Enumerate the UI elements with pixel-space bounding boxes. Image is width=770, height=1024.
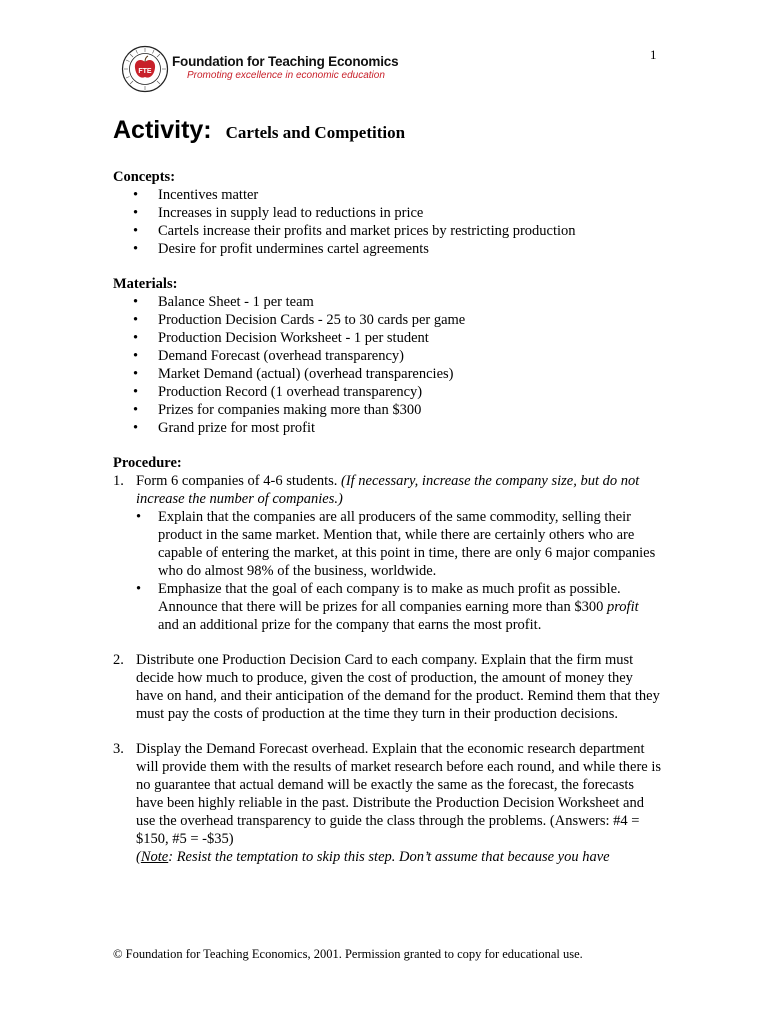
step-italic-note: (If necessary, increase the company size, but do not increase the number of companies.) [136, 473, 640, 507]
note-open-paren: ( [136, 849, 141, 865]
title-label: Activity: [113, 116, 212, 144]
step-text: Distribute one Production Decision Card to each company. Explain that the firm must decide how much to produce, given the cost of production, the amount of money they have on hand, and their anticipation of the demand for the product. Remind them that they must pay the costs of production at the time they turn in their production decisions. [136, 652, 660, 722]
activity-title [113, 116, 405, 145]
fte-seal-icon [121, 45, 169, 93]
procedure-step-3 [113, 740, 663, 866]
list-item: • Explain that the companies are all producers of the same commodity, selling their product in the same market. Mention that, while there are certainly others who are capable of entering the market, at this point in time, there are only 6 major companies who do almost 98% of the business, worldwide. [136, 508, 663, 580]
step-note [136, 849, 610, 865]
copyright-footer: © Foundation for Teaching Economics, 2001. Permission granted to copy for educational use. [113, 947, 583, 961]
org-tagline: Promoting excellence in economic education [187, 70, 385, 81]
note-text: : Resist the temptation to skip this step. Don’t assume that because you have [168, 849, 610, 865]
list-item: • Incentives matter [113, 186, 673, 204]
note-label: Note [140, 849, 169, 865]
list-item: • Cartels increase their profits and market prices by restricting production [113, 222, 673, 240]
list-item: • Desire for profit undermines cartel agreements [113, 240, 673, 258]
bullet-text: Emphasize that the goal of each company is to make as much profit as possible. Announce that there will be prizes for all companies earning more than $300 [158, 581, 621, 615]
list-item: • Production Decision Cards - 25 to 30 cards per game [113, 311, 673, 329]
list-item: • Grand prize for most profit [113, 419, 673, 437]
page-number: 1 [650, 47, 657, 62]
step-1-bullets [136, 508, 663, 634]
list-item: • Balance Sheet - 1 per team [113, 293, 673, 311]
step-number: 1. [113, 473, 124, 489]
step-number: 3. [113, 741, 124, 757]
list-item [136, 580, 663, 634]
title-subtitle: Cartels and Competition [225, 123, 406, 142]
list-item: • Production Decision Worksheet - 1 per student [113, 329, 673, 347]
seal-text: FTE [138, 68, 152, 75]
procedure-heading: Procedure: [113, 455, 182, 471]
list-item: • Production Record (1 overhead transparency) [113, 383, 673, 401]
bullet-italic-word: profit [606, 599, 639, 615]
materials-list [113, 293, 673, 437]
concepts-list [113, 186, 673, 258]
list-item: • Increases in supply lead to reductions in price [113, 204, 673, 222]
procedure-step-1 [113, 472, 663, 634]
step-number: 2. [113, 652, 124, 668]
materials-section [113, 276, 673, 437]
step-text: Form 6 companies of 4-6 students. [136, 473, 341, 489]
concepts-heading: Concepts: [113, 169, 176, 185]
concepts-section [113, 169, 673, 258]
list-item: • Demand Forecast (overhead transparency) [113, 347, 673, 365]
procedure-section [113, 455, 663, 866]
list-item: • Prizes for companies making more than $300 [113, 401, 673, 419]
bullet-text-tail: and an additional prize for the company that earns the most profit. [158, 617, 542, 633]
list-item: • Market Demand (actual) (overhead transparencies) [113, 365, 673, 383]
materials-heading: Materials: [113, 276, 178, 292]
org-name: Foundation for Teaching Economics [172, 54, 399, 69]
step-text: Display the Demand Forecast overhead. Explain that the economic research department will provide them with the results of market research before each round, and while there is no guarantee that actual demand will be exactly the same as the forecast, the forecasts have been highly reliable in the past. Distribute the Production Decision Worksheet and use the overhead transparency to guide the class through the problems. (Answers: #4 = $150, #5 = -$35) [136, 741, 662, 847]
procedure-step-2 [113, 651, 663, 723]
fte-logo [121, 45, 421, 95]
